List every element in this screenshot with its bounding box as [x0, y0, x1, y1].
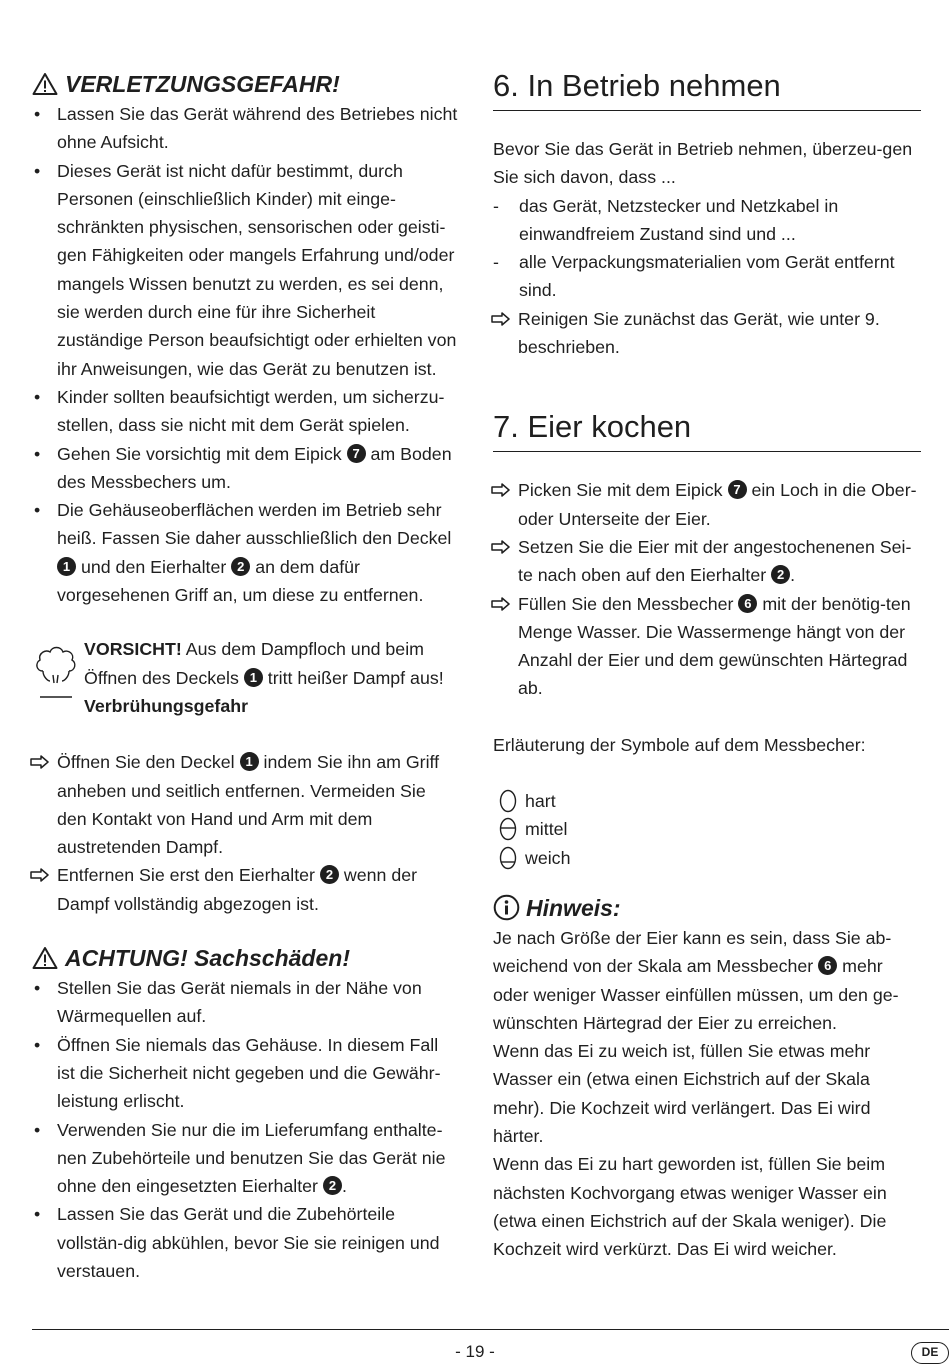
- damage-warning-heading: [32, 942, 458, 974]
- dash-marker: -: [493, 195, 499, 216]
- part-number-badge: 7: [728, 480, 747, 499]
- list-item-text: .: [341, 1176, 347, 1197]
- warning-triangle-icon: [32, 946, 58, 970]
- step-item: [493, 476, 921, 533]
- part-number-badge: 6: [818, 956, 837, 975]
- egg-hard-icon: [499, 789, 517, 813]
- check-item-text: alle Verpackungsmaterialien vom Gerät entfernt sind.: [519, 252, 895, 301]
- caution-text: Aus dem Dampfloch und beim Öffnen des Deckels: [84, 639, 424, 688]
- arrow-right-icon: [30, 755, 50, 769]
- hint-paragraph: Wenn das Ei zu weich ist, füllen Sie etwas mehr Wasser ein (etwa einen Eichstrich auf der Skala mehr). Die Kochzeit wird verlängert. Das Ei wird härter.: [493, 1041, 871, 1147]
- arrow-right-icon: [30, 868, 50, 882]
- symbol-row: [493, 844, 921, 872]
- hint-heading: [493, 892, 921, 924]
- language-badge: DE: [911, 1342, 949, 1364]
- caution-label: VORSICHT!: [84, 639, 182, 660]
- arrow-right-icon: [491, 540, 511, 554]
- step-item: [493, 590, 921, 703]
- list-item: • Stellen Sie das Gerät niemals in der Nähe von Wärmequellen auf.: [32, 974, 458, 1031]
- damage-warning-list: [32, 974, 458, 1285]
- section-title-boiling: 7. Eier kochen: [493, 405, 921, 452]
- list-item: • Lassen Sie das Gerät und die Zubehörteile vollstän-dig abkühlen, bevor Sie sie reinigen und verstauen.: [32, 1200, 458, 1285]
- list-item: • Kinder sollten beaufsichtigt werden, um sicherzu-stellen, dass sie nicht mit dem Gerät spielen.: [32, 383, 458, 440]
- damage-warning-title: ACHTUNG! Sachschäden!: [65, 945, 350, 972]
- section-title-operation: 6. In Betrieb nehmen: [493, 64, 921, 111]
- list-item-text: Verwenden Sie nur die im Lieferumfang enthalte-nen Zubehörteile und benutzen Sie das Gerät nie ohne den eingesetzten Eierhalter: [57, 1119, 446, 1197]
- part-number-badge: 1: [244, 668, 263, 687]
- part-number-badge: 2: [323, 1176, 342, 1195]
- hint-text: mehr oder weniger Wasser einfüllen müssen, um den ge-wünschten Härtegrad der Eier zu erreichen.: [493, 956, 899, 1033]
- caution-text: tritt heißer Dampf aus!: [267, 667, 444, 688]
- list-item-text: am Boden des Messbechers um.: [57, 443, 452, 492]
- egg-medium-icon: [499, 817, 517, 841]
- right-column: [493, 64, 921, 1264]
- step-text: Öffnen Sie den Deckel: [57, 752, 235, 773]
- steam-icon: [34, 637, 78, 701]
- list-item-text: Gehen Sie vorsichtig mit dem Eipick: [57, 443, 342, 464]
- arrow-right-icon: [491, 312, 511, 326]
- caution-scald-label: Verbrühungsgefahr: [84, 695, 249, 716]
- part-number-badge: 2: [231, 557, 250, 576]
- hint-paragraph: Wenn das Ei zu hart geworden ist, füllen Sie beim nächsten Kochvorgang etwas weniger Wasser ein (etwa einen Eichstrich auf der Skala weniger). Die Kochzeit wird verkürzt. Das Ei wird weicher.: [493, 1154, 887, 1260]
- step-item: [32, 748, 458, 861]
- part-number-badge: 1: [57, 557, 76, 576]
- operation-section: [493, 135, 921, 361]
- list-item-text: und den Eierhalter: [80, 556, 227, 577]
- check-item-text: das Gerät, Netzstecker und Netzkabel in einwandfreiem Zustand sind und ...: [519, 195, 839, 244]
- injury-warning-title: VERLETZUNGSGEFAHR!: [65, 71, 340, 97]
- info-icon: [493, 894, 520, 921]
- symbol-label: mittel: [525, 819, 568, 840]
- step-text: indem Sie ihn am Griff anheben und seitlich entfernen. Vermeiden Sie den Kontakt von Hand und Arm mit dem austretenden Dampf.: [57, 752, 440, 858]
- symbol-row: [493, 815, 921, 843]
- part-number-badge: 2: [320, 865, 339, 884]
- symbol-label: hart: [525, 791, 556, 812]
- arrow-right-icon: [491, 483, 511, 497]
- left-column: [32, 60, 458, 1285]
- part-number-badge: 2: [771, 565, 790, 584]
- injury-warning-list: [32, 100, 458, 609]
- step-text: ein Loch in die Ober- oder Unterseite der Eier.: [518, 480, 917, 529]
- step-text: .: [790, 565, 796, 586]
- part-number-badge: 7: [347, 444, 366, 463]
- page-number: - 19 -: [455, 1342, 495, 1361]
- warning-triangle-icon: [32, 72, 58, 96]
- step-text: Picken Sie mit dem Eipick: [518, 480, 723, 501]
- list-item: [32, 1116, 458, 1201]
- check-item: [493, 192, 921, 249]
- symbols-intro: Erläuterung der Symbole auf dem Messbecher:: [493, 734, 866, 755]
- step-text: Entfernen Sie erst den Eierhalter: [57, 865, 315, 886]
- step-text: Setzen Sie die Eier mit der angestochenenen Sei-te nach oben auf den Eierhalter: [518, 536, 912, 586]
- check-item: [493, 248, 921, 305]
- step-text: Reinigen Sie zunächst das Gerät, wie unter 9. beschrieben.: [518, 308, 880, 358]
- operation-intro: Bevor Sie das Gerät in Betrieb nehmen, überzeu-gen Sie sich davon, dass ...: [493, 139, 913, 188]
- step-text: wenn der Dampf vollständig abgezogen ist.: [57, 865, 418, 914]
- list-item: [32, 440, 458, 497]
- list-item: • Lassen Sie das Gerät während des Betriebes nicht ohne Aufsicht.: [32, 100, 458, 157]
- hint-paragraph: [493, 924, 921, 1037]
- list-item-text: an dem dafür vorgesehenen Griff an, um diese zu entfernen.: [57, 556, 424, 606]
- symbol-label: weich: [525, 847, 571, 868]
- dash-marker: -: [493, 252, 499, 273]
- caution-box: [32, 635, 458, 720]
- step-item: [32, 861, 458, 918]
- list-item: • Dieses Gerät ist nicht dafür bestimmt, durch Personen (einschließlich Kinder) mit einge-schränkten physischen, sensorischen oder geisti-gen Fähigkeiten oder mangels Erfahrung und/oder mangels Wissen benutzt zu werden, es sei denn, sie werden durch eine für ihre Sicherheit zuständige Person beaufsichtigt oder erhielten von ihr Anweisungen, wie das Gerät zu benutzen ist.: [32, 157, 458, 383]
- egg-soft-icon: [499, 846, 517, 870]
- list-item: • Öffnen Sie niemals das Gehäuse. In diesem Fall ist die Sicherheit nicht gegeben und die Gewähr-leistung erlischt.: [32, 1031, 458, 1116]
- list-item-text: Die Gehäuseoberflächen werden im Betrieb sehr heiß. Fassen Sie daher ausschließlich den Deckel: [57, 500, 452, 549]
- step-item: [493, 305, 921, 362]
- symbols-legend: [493, 787, 921, 872]
- step-item: [493, 533, 921, 590]
- injury-warning-heading: [32, 68, 458, 100]
- lid-steps: [32, 748, 458, 918]
- list-item: [32, 496, 458, 609]
- symbol-row: [493, 787, 921, 815]
- step-text: Füllen Sie den Messbecher: [518, 593, 734, 614]
- boiling-steps: [493, 476, 921, 702]
- part-number-badge: 6: [738, 594, 757, 613]
- hint-text: Je nach Größe der Eier kann es sein, dass Sie ab-weichend von der Skala am Messbecher: [493, 927, 892, 977]
- arrow-right-icon: [491, 597, 511, 611]
- hint-title: Hinweis:: [526, 894, 621, 921]
- footer-divider: [32, 1329, 949, 1330]
- part-number-badge: 1: [240, 752, 259, 771]
- hint-body: [493, 924, 921, 1264]
- step-text: mit der benötig-ten Menge Wasser. Die Wassermenge hängt von der Anzahl der Eier und dem gewünschten Härtegrad ab.: [518, 593, 911, 699]
